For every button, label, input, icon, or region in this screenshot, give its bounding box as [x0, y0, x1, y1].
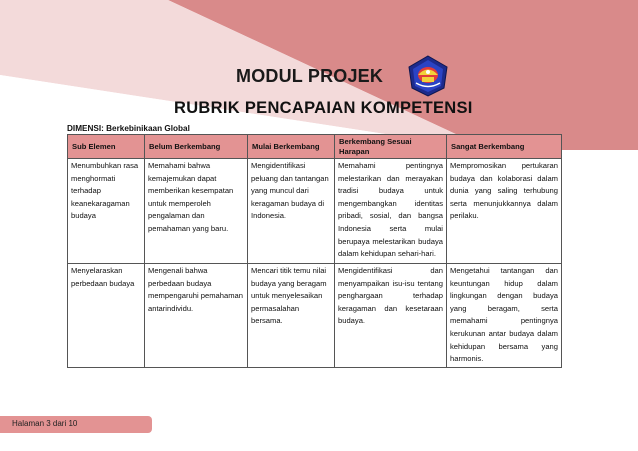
rubric-table — [67, 134, 562, 368]
page-footer — [0, 416, 152, 433]
cell-sub-elemen: Menyelaraskan perbedaan budaya — [68, 264, 145, 368]
cell-mulai-berkembang: Mengidentifikasi peluang dan tantangan yang muncul dari keragaman budaya di Indonesia. — [248, 159, 335, 264]
table-row — [68, 264, 562, 368]
dimension-label: DIMENSI: Berkebinikaan Global — [67, 124, 190, 133]
cell-berkembang-sesuai-harapan: Memahami pentingnya melestarikan dan merayakan tradisi budaya untuk mengembangkan identitas pribadi, sosial, dan bangsa Indonesia serta mulai berupaya melestarikan budaya dalam kehidupan sehari-hari. — [335, 159, 447, 264]
cell-belum-berkembang: Mengenali bahwa perbedaan budaya mempengaruhi pemahaman antarindividu. — [145, 264, 248, 368]
school-emblem-icon — [407, 55, 449, 97]
table-row — [68, 159, 562, 264]
column-header-berkembang-sesuai-harapan: Berkembang Sesuai Harapan — [335, 135, 447, 159]
cell-belum-berkembang: Memahami bahwa kemajemukan dapat memberikan kesempatan untuk memperoleh pengalaman dan pemahaman yang baru. — [145, 159, 248, 264]
page-number-label: Halaman 3 dari 10 — [12, 419, 78, 428]
cell-berkembang-sesuai-harapan: Mengidentifikasi dan menyampaikan isu-isu tentang penghargaan terhadap keragaman dan kesetaraan budaya. — [335, 264, 447, 368]
column-header-sangat-berkembang: Sangat Berkembang — [447, 135, 562, 159]
cell-mulai-berkembang: Mencari titik temu nilai budaya yang beragam untuk menyelesaikan permasalahan bersama. — [248, 264, 335, 368]
column-header-sub-elemen: Sub Elemen — [68, 135, 145, 159]
rubric-title: RUBRIK PENCAPAIAN KOMPETENSI — [174, 99, 473, 117]
cell-sangat-berkembang: Mengetahui tantangan dan keuntungan hidup dalam lingkungan dengan budaya yang beragam, serta memahami pentingnya kerukunan antar budaya dalam kehidupan bersama yang harmonis. — [447, 264, 562, 368]
column-header-belum-berkembang: Belum Berkembang — [145, 135, 248, 159]
table-header-row — [68, 135, 562, 159]
modul-title: MODUL PROJEK — [236, 66, 384, 86]
cell-sub-elemen: Menumbuhkan rasa menghormati terhadap keanekaragaman budaya — [68, 159, 145, 264]
cell-sangat-berkembang: Mempromosikan pertukaran budaya dan kolaborasi dalam dunia yang saling terhubung serta menunjukkannya dalam perilaku. — [447, 159, 562, 264]
column-header-mulai-berkembang: Mulai Berkembang — [248, 135, 335, 159]
